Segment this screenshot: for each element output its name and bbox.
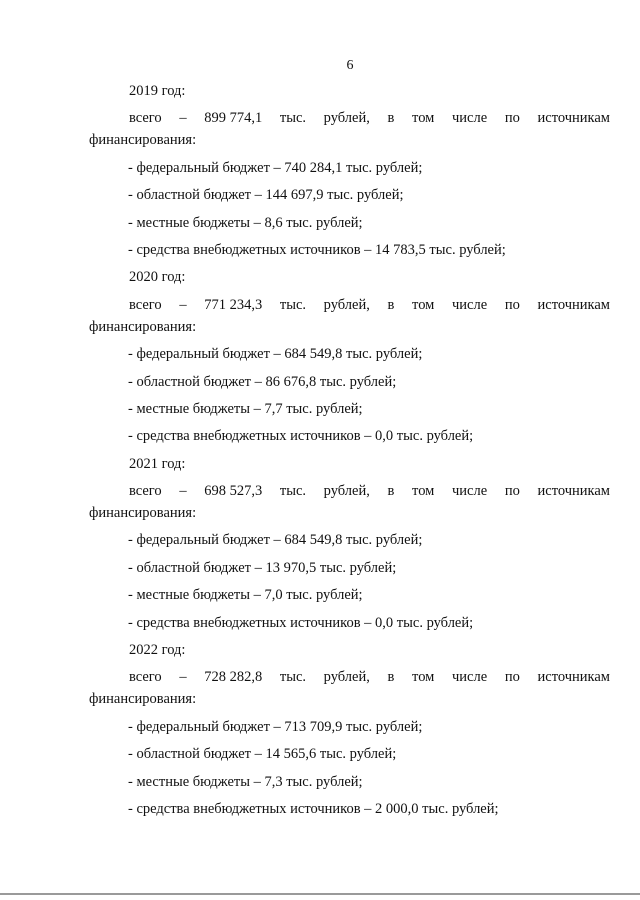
total-amount: 728 282,8	[204, 669, 263, 686]
total-line	[91, 482, 610, 500]
list-item: - федеральный бюджет – 684 549,8 тыс. рублей;	[128, 532, 423, 549]
year-section-2021	[91, 455, 610, 632]
total-line	[91, 109, 610, 127]
total-continuation: финансирования:	[89, 132, 197, 149]
list-item: - федеральный бюджет – 684 549,8 тыс. рублей;	[128, 346, 423, 363]
total-word: тыс.	[279, 296, 307, 313]
page-bottom-edge	[0, 893, 640, 895]
total-line	[91, 668, 610, 686]
total-word: в	[387, 110, 395, 127]
total-dash: –	[179, 110, 187, 127]
total-dash: –	[179, 669, 187, 686]
total-word: рублей,	[323, 296, 370, 313]
total-word: тыс.	[279, 483, 307, 500]
year-section-2019	[91, 82, 610, 259]
year-section-2020	[91, 268, 610, 445]
total-word: рублей,	[323, 483, 370, 500]
total-word: источникам	[537, 110, 610, 127]
list-item: - областной бюджет – 13 970,5 тыс. рублей;	[128, 559, 397, 576]
total-word: числе	[452, 483, 488, 500]
total-word: рублей,	[323, 669, 370, 686]
total-word: в	[387, 483, 395, 500]
total-word: том	[412, 110, 435, 127]
list-item: - средства внебюджетных источников – 0,0 тыс. рублей;	[128, 614, 474, 631]
total-word: по	[504, 483, 520, 500]
total-word: по	[504, 296, 520, 313]
year-section-2022	[91, 641, 610, 818]
list-item: - областной бюджет – 14 565,6 тыс. рублей;	[128, 746, 397, 763]
list-item: - средства внебюджетных источников – 14 783,5 тыс. рублей;	[128, 241, 506, 258]
total-word: источникам	[537, 483, 610, 500]
total-word: в	[387, 296, 395, 313]
total-word: том	[412, 669, 435, 686]
total-word: источникам	[537, 296, 610, 313]
total-amount: 698 527,3	[204, 483, 263, 500]
total-dash: –	[179, 483, 187, 500]
list-item: - местные бюджеты – 8,6 тыс. рублей;	[128, 214, 363, 231]
list-item: - федеральный бюджет – 713 709,9 тыс. рублей;	[128, 718, 423, 735]
total-word: всего	[129, 296, 162, 313]
total-amount: 899 774,1	[204, 110, 263, 127]
total-word: источникам	[537, 669, 610, 686]
total-word: по	[504, 669, 520, 686]
total-word: числе	[452, 669, 488, 686]
total-word: рублей,	[323, 110, 370, 127]
total-dash: –	[179, 296, 187, 313]
page-number: 6	[346, 58, 354, 73]
total-word: всего	[129, 110, 162, 127]
total-amount: 771 234,3	[204, 296, 263, 313]
list-item: - федеральный бюджет – 740 284,1 тыс. рублей;	[128, 159, 423, 176]
total-word: по	[504, 110, 520, 127]
total-continuation: финансирования:	[89, 318, 197, 335]
total-word: числе	[452, 110, 488, 127]
total-word: тыс.	[279, 669, 307, 686]
total-word: числе	[452, 296, 488, 313]
total-word: в	[387, 669, 395, 686]
total-line	[91, 296, 610, 314]
list-item: - средства внебюджетных источников – 0,0 тыс. рублей;	[128, 428, 474, 445]
list-item: - местные бюджеты – 7,0 тыс. рублей;	[128, 587, 363, 604]
list-item: - областной бюджет – 144 697,9 тыс. рублей;	[128, 187, 404, 204]
total-word: всего	[129, 669, 162, 686]
total-continuation: финансирования:	[89, 505, 197, 522]
document-body	[91, 82, 610, 827]
list-item: - областной бюджет – 86 676,8 тыс. рублей;	[128, 373, 397, 390]
list-item: - местные бюджеты – 7,7 тыс. рублей;	[128, 400, 363, 417]
year-heading: 2020 год:	[129, 269, 186, 286]
total-continuation: финансирования:	[89, 691, 197, 708]
total-word: том	[412, 296, 435, 313]
year-heading: 2019 год:	[129, 83, 186, 99]
total-word: том	[412, 483, 435, 500]
total-word: всего	[129, 483, 162, 500]
year-heading: 2022 год:	[129, 642, 186, 659]
year-heading: 2021 год:	[129, 455, 186, 472]
total-word: тыс.	[279, 110, 307, 127]
list-item: - средства внебюджетных источников – 2 000,0 тыс. рублей;	[128, 800, 499, 817]
list-item: - местные бюджеты – 7,3 тыс. рублей;	[128, 773, 363, 790]
